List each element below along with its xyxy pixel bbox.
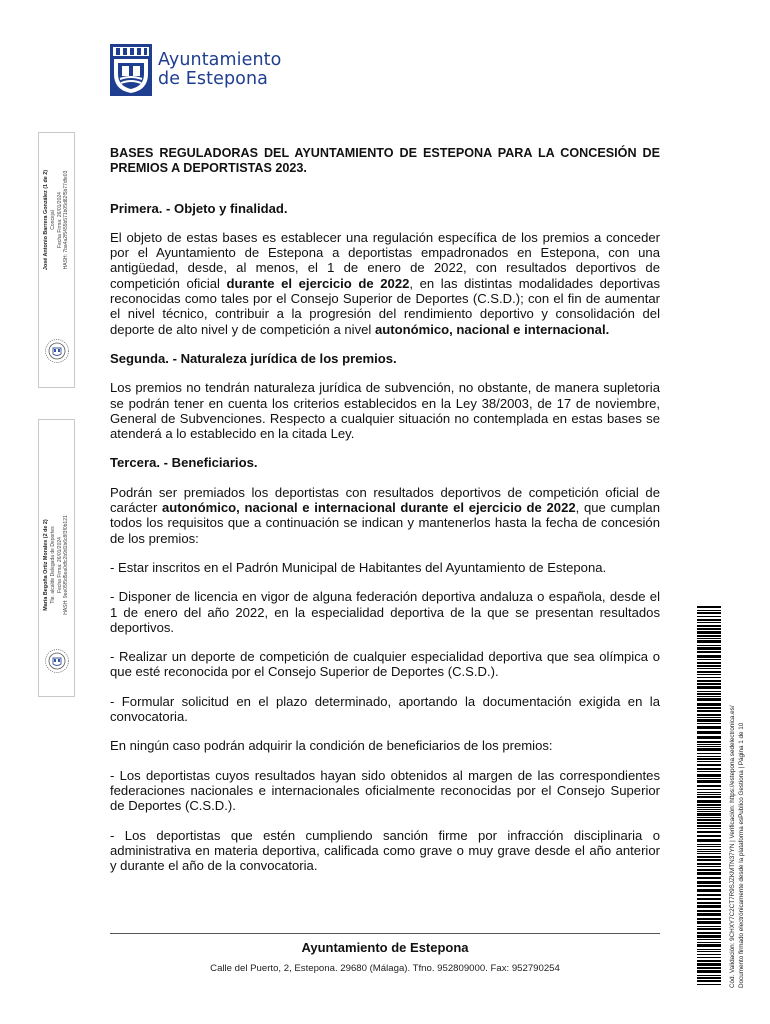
signature-hash: HASH: 9ee05f5d5ea0dfc2b9d1b6c8f3f0b121: [62, 515, 69, 615]
text-run: , que cumplan todos los requisitos que a continuación se indican y mantenerlos hasta la fecha de concesión de los premios:: [110, 500, 660, 546]
signer-name: José Antonio Barrera González (1 de 2): [42, 169, 49, 271]
footer-address: Calle del Puerto, 2, Estepona. 29680 (Málaga). Tfno. 952809000. Fax: 952790254: [210, 963, 560, 974]
signer-role: Concejal: [49, 210, 56, 230]
list-item: - Los deportistas que estén cumpliendo sanción firme por infracción disciplinaria o administrativa en materia deportiva, calificada como grave o muy grave desde el año anterior y durante el año de la convocatoria.: [110, 827, 660, 874]
seal-icon: [44, 648, 70, 674]
section-1-paragraph: [110, 230, 660, 337]
section-heading-2: Segunda. - Naturaleza jurídica de los premios.: [110, 350, 397, 366]
verification-code: Cód. Validación: 9CHXY7C2CT7R9SJZKMTN37YN | Verificación: https://estepona.sedelectronica.es/: [729, 705, 736, 988]
signature-box-2: [38, 419, 75, 697]
coat-of-arms-icon: [110, 44, 152, 96]
footer-title: Ayuntamiento de Estepona: [301, 940, 469, 955]
text-run-bold: autonómico, nacional e internacional.: [374, 321, 610, 337]
municipal-logo: [110, 44, 281, 96]
list-item: - Disponer de licencia en vigor de alguna federación deportiva andaluza o española, desde el 1 de enero del año 2022, en la especialidad deportiva de la que se presentan resultados deportivos.: [110, 589, 660, 635]
signature-box-1: [38, 132, 75, 388]
signer-role: Tte. alcalde Delegada de Deportes: [49, 526, 56, 604]
text-run: El objeto de estas bases es establecer una regulación específica de los premios a conceder por el Ayuntamiento de Estepona a deportistas empadronados en Estepona, con una antigüedad, desde, al menos, el 1 de enero de 2022, con resultados deportivos de competición oficial: [110, 229, 660, 291]
document-body: [110, 146, 660, 873]
section-3-paragraph: [110, 485, 660, 546]
list-item: - Formular solicitud en el plazo determinado, aportando la documentación exigida en la convocatoria.: [110, 693, 660, 725]
signature-hash: HASH: 7ba4a2f5455b571b05d82f5b77dfe03: [62, 170, 69, 270]
logo-wordmark: [158, 51, 281, 89]
text-run: , en las distintas modalidades deportivas reconocidas como tales por el Consejo Superior de Deportes (C.S.D.); con el fin de aumentar el nivel técnico, contribuir a la progresión del rendimiento deportivo y consolidación del deporte de alto nivel y de competición a nivel: [110, 275, 660, 337]
signature-date: Fecha Firma: 26/01/2024: [56, 192, 63, 248]
signature-date: Fecha Firma: 26/01/2024: [56, 537, 63, 593]
barcode-icon: [697, 606, 721, 986]
signer-name: María Begoña Ortiz Morales (2 de 2): [42, 519, 49, 611]
list-item: - Los deportistas cuyos resultados hayan sido obtenidos al margen de las correspondientes federaciones nacionales e internacionales oficialmente reconocidas por el Consejo Superior de Deportes (C.S.D.).: [110, 767, 660, 814]
document-title: BASES REGULADORAS DEL AYUNTAMIENTO DE ESTEPONA PARA LA CONCESIÓN DE PREMIOS A DEPORTISTAS 2023.: [110, 146, 660, 176]
list-item: - Realizar un deporte de competición de cualquier especialidad deportiva que sea olímpica o que esté reconocida por el Consejo Superior de Deportes (C.S.D.).: [110, 649, 660, 680]
logo-line-2: de Estepona: [158, 69, 268, 89]
section-3-exclusions-intro: En ningún caso podrán adquirir la condición de beneficiarios de los premios:: [110, 738, 553, 754]
text-run: Podrán ser premiados los deportistas con resultados deportivos de competición oficial de carácter: [110, 484, 660, 516]
logo-line-1: Ayuntamiento: [158, 50, 282, 70]
footer-divider: [110, 933, 660, 934]
text-run-bold: durante el ejercicio de 2022: [226, 275, 410, 291]
text-run-bold: autonómico, nacional e internacional durante el ejercicio de 2022: [161, 500, 576, 516]
section-heading-3: Tercera. - Beneficiarios.: [110, 455, 258, 471]
section-heading-1: Primera. - Objeto y finalidad.: [110, 200, 288, 216]
seal-icon: [44, 338, 70, 364]
electronic-signature-note: Documento firmado electrónicamente desde la plataforma esPublico Gestiona | Página 1 de 10: [738, 722, 745, 988]
section-2-paragraph: Los premios no tendrán naturaleza jurídica de subvención, no obstante, de manera supletoria se podrán tener en cuenta los criterios establecidos en la Ley 38/2003, de 17 de noviembre, General de Subvenciones. Respecto a cualquier situación no contemplada en estas bases se atenderá a lo establecido en la citada Ley.: [110, 380, 660, 442]
list-item: - Estar inscritos en el Padrón Municipal de Habitantes del Ayuntamiento de Estepona.: [110, 559, 607, 575]
